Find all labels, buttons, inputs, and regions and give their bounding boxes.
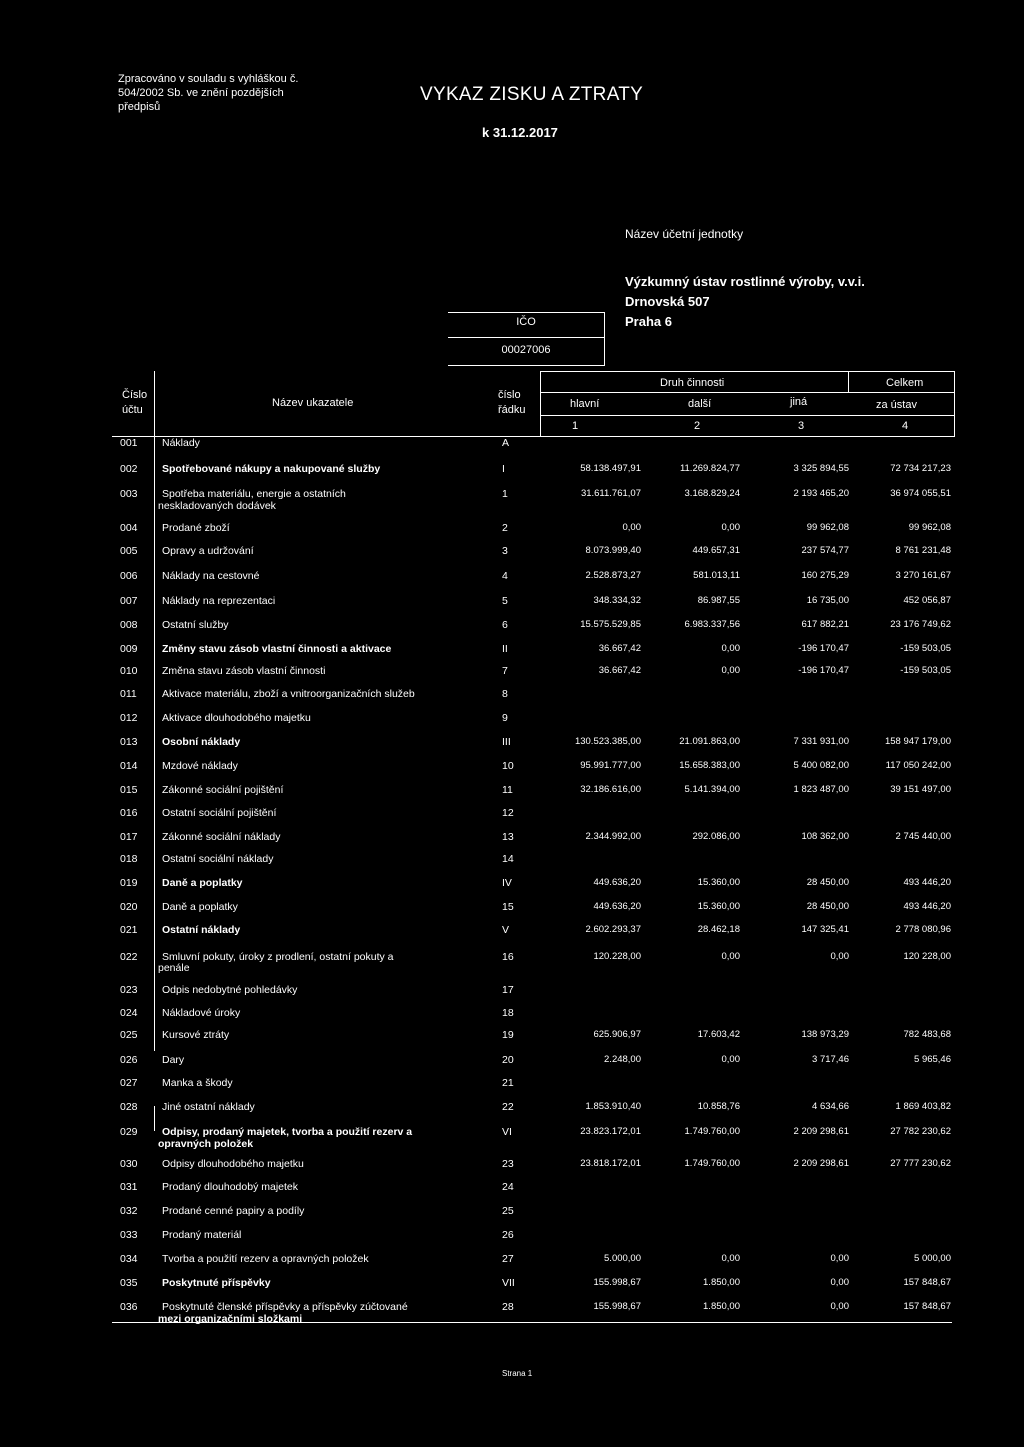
row-value-main: 1.853.910,40 xyxy=(585,1101,641,1112)
row-line-number: 27 xyxy=(502,1253,514,1265)
row-line-number: 15 xyxy=(502,901,514,913)
row-value-main: 23.818.172,01 xyxy=(580,1158,641,1169)
row-value-total: 2 778 080,96 xyxy=(895,924,951,935)
row-value-other: 1.850,00 xyxy=(703,1301,740,1312)
row-account: 021 xyxy=(120,924,138,936)
row-name: Změny stavu zásob vlastní činnosti a aktivace xyxy=(162,643,392,655)
table-row xyxy=(0,712,1024,726)
row-029-continuation: opravných položek xyxy=(158,1138,254,1150)
row-name: Ostatní sociální pojištění xyxy=(162,807,277,819)
row-account: 020 xyxy=(120,901,138,913)
row-name: Dary xyxy=(162,1054,185,1066)
header-total: Celkem xyxy=(886,377,924,389)
row-value-total: -159 503,05 xyxy=(900,643,951,654)
header-line-1: číslo xyxy=(498,389,521,401)
row-name: Mzdové náklady xyxy=(162,760,238,772)
row-value-total: -159 503,05 xyxy=(900,665,951,676)
row-line-number: 17 xyxy=(502,984,514,996)
row-value-main: 2.602.293,37 xyxy=(585,924,641,935)
row-account: 010 xyxy=(120,665,138,677)
row-account: 027 xyxy=(120,1077,138,1089)
row-name: Změna stavu zásob vlastní činnosti xyxy=(162,665,326,677)
unit-block xyxy=(625,272,865,332)
row-value-total: 3 270 161,67 xyxy=(895,570,951,581)
table-row xyxy=(0,736,1024,750)
row-line-number: 3 xyxy=(502,545,508,557)
row-value-total: 452 056,87 xyxy=(903,595,951,606)
row-account: 014 xyxy=(120,760,138,772)
row-value-other: 86.987,55 xyxy=(697,595,740,606)
table-row xyxy=(0,951,1024,965)
row-value-other: 3.168.829,24 xyxy=(684,488,740,499)
row-value-different: 2 209 298,61 xyxy=(793,1126,849,1137)
table-row xyxy=(0,463,1024,477)
row-name: Spotřeba materiálu, energie a ostatních xyxy=(162,488,346,500)
row-value-main: 2.344.992,00 xyxy=(585,831,641,842)
row-account: 004 xyxy=(120,522,138,534)
row-account: 031 xyxy=(120,1181,138,1193)
row-value-different: 108 362,00 xyxy=(801,831,849,842)
table-row xyxy=(0,1158,1024,1172)
unit-street: Drnovská 507 xyxy=(625,294,710,309)
row-account: 012 xyxy=(120,712,138,724)
row-name: Jiné ostatní náklady xyxy=(162,1101,255,1113)
row-value-total: 27 777 230,62 xyxy=(890,1158,951,1169)
row-name: Daně a poplatky xyxy=(162,877,243,889)
row-value-different: 147 325,41 xyxy=(801,924,849,935)
row-name: Poskytnuté příspěvky xyxy=(162,1277,271,1289)
row-account: 008 xyxy=(120,619,138,631)
table-row xyxy=(0,595,1024,609)
table-row xyxy=(0,1077,1024,1091)
row-line-number: 20 xyxy=(502,1054,514,1066)
row-value-other: 21.091.863,00 xyxy=(679,736,740,747)
unit-name: Výzkumný ústav rostlinné výroby, v.v.i. xyxy=(625,274,865,289)
row-value-total: 39 151 497,00 xyxy=(890,784,951,795)
unit-city: Praha 6 xyxy=(625,314,672,329)
row-account: 029 xyxy=(120,1126,138,1138)
table-row xyxy=(0,1205,1024,1219)
row-value-other: 5.141.394,00 xyxy=(684,784,740,795)
table-row xyxy=(0,570,1024,584)
row-line-number: 1 xyxy=(502,488,508,500)
row-name: Prodané zboží xyxy=(162,522,230,534)
header-main: hlavní xyxy=(570,398,600,410)
row-account: 025 xyxy=(120,1029,138,1041)
row-account: 032 xyxy=(120,1205,138,1217)
row-account: 033 xyxy=(120,1229,138,1241)
ico-value: 00027006 xyxy=(501,344,551,356)
row-value-main: 15.575.529,85 xyxy=(580,619,641,630)
row-account: 026 xyxy=(120,1054,138,1066)
table-row xyxy=(0,643,1024,657)
col-divider-right xyxy=(954,371,955,437)
header-top-line xyxy=(540,371,955,372)
row-value-different: 138 973,29 xyxy=(801,1029,849,1040)
row-value-different: 16 735,00 xyxy=(806,595,849,606)
table-row xyxy=(0,1007,1024,1021)
table-row xyxy=(0,877,1024,891)
row-value-different: 0,00 xyxy=(830,1253,849,1264)
header-col-1: 1 xyxy=(572,420,579,432)
row-account: 001 xyxy=(120,437,138,449)
row-value-main: 348.334,32 xyxy=(593,595,641,606)
row-value-main: 120.228,00 xyxy=(593,951,641,962)
row-name: Odpisy dlouhodobého majetku xyxy=(162,1158,304,1170)
header-sub-line xyxy=(540,415,955,416)
row-value-total: 27 782 230,62 xyxy=(890,1126,951,1137)
row-value-main: 449.636,20 xyxy=(593,877,641,888)
row-value-other: 292.086,00 xyxy=(692,831,740,842)
row-value-other: 11.269.824,77 xyxy=(679,463,740,474)
row-value-different: -196 170,47 xyxy=(798,643,849,654)
row-value-different: 28 450,00 xyxy=(806,901,849,912)
row-value-total: 120 228,00 xyxy=(903,951,951,962)
table-row xyxy=(0,784,1024,798)
row-name: Odpisy, prodaný majetek, tvorba a použití rezerv a xyxy=(162,1126,413,1138)
row-line-number: I xyxy=(502,463,505,475)
row-value-other: 0,00 xyxy=(721,1253,740,1264)
row-value-other: 1.749.760,00 xyxy=(684,1158,740,1169)
row-003-continuation: neskladovaných dodávek xyxy=(158,500,276,512)
row-line-number: 9 xyxy=(502,712,508,724)
row-value-main: 5.000,00 xyxy=(604,1253,641,1264)
row-value-different: 99 962,08 xyxy=(806,522,849,533)
row-value-different: 160 275,29 xyxy=(801,570,849,581)
row-line-number: 25 xyxy=(502,1205,514,1217)
row-value-total: 1 869 403,82 xyxy=(895,1101,951,1112)
row-account: 034 xyxy=(120,1253,138,1265)
row-line-number: VI xyxy=(502,1126,512,1138)
row-value-main: 155.998,67 xyxy=(593,1277,641,1288)
row-value-total: 23 176 749,62 xyxy=(890,619,951,630)
row-line-number: 6 xyxy=(502,619,508,631)
row-account: 019 xyxy=(120,877,138,889)
row-name: Nákladové úroky xyxy=(162,1007,241,1019)
row-name: Aktivace materiálu, zboží a vnitroorganizačních služeb xyxy=(162,688,415,700)
row-value-main: 95.991.777,00 xyxy=(580,760,641,771)
table-row xyxy=(0,1181,1024,1195)
row-value-different: 7 331 931,00 xyxy=(793,736,849,747)
table-row xyxy=(0,831,1024,845)
row-account: 002 xyxy=(120,463,138,475)
row-line-number: 28 xyxy=(502,1301,514,1313)
row-name: Aktivace dlouhodobého majetku xyxy=(162,712,311,724)
row-name: Náklady xyxy=(162,437,200,449)
row-value-other: 0,00 xyxy=(721,951,740,962)
row-value-total: 5 000,00 xyxy=(914,1253,951,1264)
row-value-other: 0,00 xyxy=(721,1054,740,1065)
row-name: Náklady na reprezentaci xyxy=(162,595,276,607)
row-value-other: 1.850,00 xyxy=(703,1277,740,1288)
row-value-total: 117 050 242,00 xyxy=(885,760,951,771)
row-name: Daně a poplatky xyxy=(162,901,238,913)
row-value-main: 31.611.761,07 xyxy=(580,488,641,499)
header-activity: Druh činnosti xyxy=(660,377,725,389)
row-name: Prodaný materiál xyxy=(162,1229,242,1241)
row-value-other: 6.983.337,56 xyxy=(684,619,740,630)
row-account: 022 xyxy=(120,951,138,963)
table-row xyxy=(0,853,1024,867)
row-line-number: 7 xyxy=(502,665,508,677)
table-row xyxy=(0,665,1024,679)
row-value-different: 28 450,00 xyxy=(806,877,849,888)
row-line-number: 22 xyxy=(502,1101,514,1113)
row-value-different: 2 209 298,61 xyxy=(793,1158,849,1169)
table-row xyxy=(0,1029,1024,1043)
table-row xyxy=(0,1054,1024,1068)
row-name: Prodaný dlouhodobý majetek xyxy=(162,1181,299,1193)
row-value-main: 449.636,20 xyxy=(593,901,641,912)
row-line-number: 24 xyxy=(502,1181,514,1193)
row-value-main: 8.073.999,40 xyxy=(585,545,641,556)
row-account: 006 xyxy=(120,570,138,582)
row-line-number: 8 xyxy=(502,688,508,700)
row-account: 023 xyxy=(120,984,138,996)
row-value-different: 617 882,21 xyxy=(801,619,849,630)
row-value-total: 157 848,67 xyxy=(903,1277,951,1288)
row-value-different: 0,00 xyxy=(830,1277,849,1288)
header-other: další xyxy=(688,398,712,410)
row-value-other: 10.858,76 xyxy=(697,1101,740,1112)
row-value-total: 8 761 231,48 xyxy=(895,545,951,556)
row-value-total: 5 965,46 xyxy=(914,1054,951,1065)
row-line-number: VII xyxy=(502,1277,515,1289)
row-value-total: 493 446,20 xyxy=(903,877,951,888)
row-account: 013 xyxy=(120,736,138,748)
row-account: 003 xyxy=(120,488,138,500)
header-different: jiná xyxy=(790,396,808,408)
row-account: 018 xyxy=(120,853,138,865)
header-col-2: 2 xyxy=(694,420,701,432)
row-line-number: II xyxy=(502,643,508,655)
row-value-total: 782 483,68 xyxy=(903,1029,951,1040)
row-line-number: 21 xyxy=(502,1077,514,1089)
row-name: Zákonné sociální pojištění xyxy=(162,784,284,796)
row-account: 007 xyxy=(120,595,138,607)
row-line-number: 23 xyxy=(502,1158,514,1170)
document-title: VYKAZ ZISKU A ZTRATY xyxy=(420,84,644,105)
row-line-number: IV xyxy=(502,877,512,889)
table-row xyxy=(0,1301,1024,1315)
table-row xyxy=(0,545,1024,559)
row-value-main: 2.248,00 xyxy=(604,1054,641,1065)
header-col-4: 4 xyxy=(902,420,909,432)
page-number: Strana 1 xyxy=(502,1369,533,1378)
row-022-continuation: penále xyxy=(158,962,190,974)
row-value-total: 2 745 440,00 xyxy=(895,831,951,842)
row-value-other: 15.360,00 xyxy=(697,877,740,888)
row-name: Prodané cenné papiry a podíly xyxy=(162,1205,305,1217)
col-divider-account-bottom xyxy=(154,1106,155,1131)
row-value-different: -196 170,47 xyxy=(798,665,849,676)
row-line-number: 16 xyxy=(502,951,514,963)
header-mid-line xyxy=(540,392,955,393)
row-line-number: 19 xyxy=(502,1029,514,1041)
row-value-main: 58.138.497,91 xyxy=(580,463,641,474)
table-row xyxy=(0,1229,1024,1243)
row-value-total: 99 962,08 xyxy=(908,522,951,533)
row-value-other: 15.360,00 xyxy=(697,901,740,912)
row-value-main: 2.528.873,27 xyxy=(585,570,641,581)
row-value-different: 3 717,46 xyxy=(812,1054,849,1065)
table-row xyxy=(0,437,1024,451)
row-line-number: 4 xyxy=(502,570,508,582)
row-value-other: 17.603,42 xyxy=(697,1029,740,1040)
row-value-total: 36 974 055,51 xyxy=(890,488,951,499)
row-value-different: 4 634,66 xyxy=(812,1101,849,1112)
row-line-number: A xyxy=(502,437,510,449)
row-line-number: III xyxy=(502,736,511,748)
row-line-number: 26 xyxy=(502,1229,514,1241)
row-name: Náklady na cestovné xyxy=(162,570,260,582)
row-value-total: 72 734 217,23 xyxy=(890,463,951,474)
row-value-other: 449.657,31 xyxy=(692,545,740,556)
row-name: Odpis nedobytné pohledávky xyxy=(162,984,298,996)
header-col-3: 3 xyxy=(798,420,805,432)
row-value-other: 15.658.383,00 xyxy=(679,760,740,771)
row-name: Poskytnuté členské příspěvky a příspěvky zúčtované xyxy=(162,1301,408,1313)
row-name: Osobní náklady xyxy=(162,736,241,748)
row-value-total: 493 446,20 xyxy=(903,901,951,912)
table-row xyxy=(0,901,1024,915)
row-account: 035 xyxy=(120,1277,138,1289)
table-row xyxy=(0,1277,1024,1291)
row-line-number: 5 xyxy=(502,595,508,607)
col-divider-values xyxy=(540,371,541,437)
row-name: Kursové ztráty xyxy=(162,1029,230,1041)
row-line-number: 13 xyxy=(502,831,514,843)
row-name: Opravy a udržování xyxy=(162,545,254,557)
row-account: 011 xyxy=(120,688,137,700)
row-value-other: 581.013,11 xyxy=(693,570,740,581)
row-value-different: 3 325 894,55 xyxy=(793,463,849,474)
row-value-main: 36.667,42 xyxy=(598,665,641,676)
row-account: 016 xyxy=(120,807,138,819)
header-line-2: řádku xyxy=(498,404,526,416)
row-value-different: 0,00 xyxy=(830,951,849,962)
row-value-main: 625.906,97 xyxy=(593,1029,641,1040)
table-row xyxy=(0,1253,1024,1267)
row-value-main: 36.667,42 xyxy=(598,643,641,654)
unit-label: Název účetní jednotky xyxy=(625,227,744,241)
row-line-number: 2 xyxy=(502,522,508,534)
row-account: 017 xyxy=(120,831,138,843)
row-value-different: 237 574,77 xyxy=(801,545,849,556)
table-row xyxy=(0,619,1024,633)
ico-box xyxy=(448,312,605,366)
row-account: 024 xyxy=(120,1007,138,1019)
row-line-number: 10 xyxy=(502,760,514,772)
row-name: Ostatní sociální náklady xyxy=(162,853,274,865)
row-line-number: 14 xyxy=(502,853,514,865)
table-row xyxy=(0,688,1024,702)
row-value-different: 1 823 487,00 xyxy=(793,784,849,795)
table-row xyxy=(0,488,1024,502)
legal-note: Zpracováno v souladu s vyhláškou č. 504/2002 Sb. ve znění pozdějších předpisů xyxy=(118,73,299,113)
col-divider-total xyxy=(848,371,849,393)
row-account: 015 xyxy=(120,784,138,796)
table-row xyxy=(0,807,1024,821)
row-value-other: 0,00 xyxy=(721,522,740,533)
row-value-total: 158 947 179,00 xyxy=(884,736,951,747)
row-line-number: V xyxy=(502,924,510,936)
ico-divider xyxy=(448,337,604,338)
header-account-1: Číslo xyxy=(122,389,148,401)
row-account: 036 xyxy=(120,1301,138,1313)
row-account: 005 xyxy=(120,545,138,557)
row-value-different: 5 400 082,00 xyxy=(793,760,849,771)
row-name: Ostatní služby xyxy=(162,619,229,631)
row-value-main: 23.823.172,01 xyxy=(580,1126,641,1137)
row-account: 009 xyxy=(120,643,138,655)
row-value-main: 155.998,67 xyxy=(593,1301,641,1312)
row-line-number: 12 xyxy=(502,807,514,819)
document-date: k 31.12.2017 xyxy=(482,125,558,140)
header-account-2: účtu xyxy=(122,404,143,416)
row-name: Tvorba a použití rezerv a opravných položek xyxy=(162,1253,369,1265)
row-value-main: 130.523.385,00 xyxy=(574,736,641,747)
header-institute: za ústav xyxy=(876,399,917,411)
row-value-main: 0,00 xyxy=(622,522,641,533)
row-name: Ostatní náklady xyxy=(162,924,241,936)
table-row xyxy=(0,760,1024,774)
row-value-other: 28.462,18 xyxy=(697,924,740,935)
row-036-continuation: mezi organizačními složkami xyxy=(158,1313,303,1325)
table-row xyxy=(0,924,1024,938)
row-name: Spotřebované nákupy a nakupované služby xyxy=(162,463,381,475)
row-account: 030 xyxy=(120,1158,138,1170)
row-name: Smluvní pokuty, úroky z prodlení, ostatní pokuty a xyxy=(162,951,394,963)
header-indicator: Název ukazatele xyxy=(272,397,354,409)
row-name: Manka a škody xyxy=(162,1077,233,1089)
row-line-number: 11 xyxy=(502,784,513,796)
ico-label: IČO xyxy=(516,316,536,328)
row-value-total: 157 848,67 xyxy=(903,1301,951,1312)
row-value-other: 1.749.760,00 xyxy=(684,1126,740,1137)
table-row xyxy=(0,984,1024,998)
row-line-number: 18 xyxy=(502,1007,514,1019)
row-account: 028 xyxy=(120,1101,138,1113)
row-value-different: 0,00 xyxy=(830,1301,849,1312)
row-value-main: 32.186.616,00 xyxy=(580,784,641,795)
row-value-different: 2 193 465,20 xyxy=(793,488,849,499)
row-value-other: 0,00 xyxy=(721,665,740,676)
table-row xyxy=(0,522,1024,536)
row-value-other: 0,00 xyxy=(721,643,740,654)
row-name: Zákonné sociální náklady xyxy=(162,831,281,843)
